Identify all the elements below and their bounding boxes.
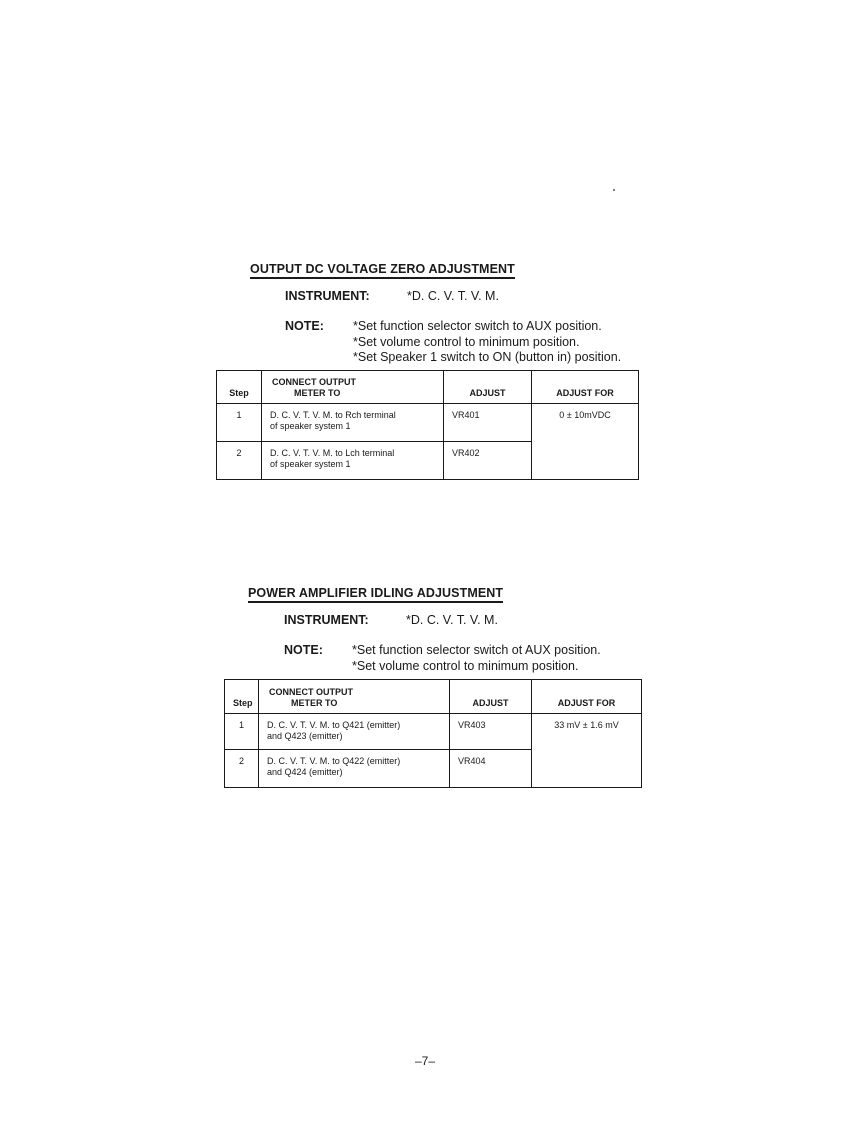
notes-block — [285, 319, 645, 367]
header-step: Step — [225, 680, 259, 714]
instrument-value: *D. C. V. T. V. M. — [407, 289, 499, 303]
header-adjust-for: ADJUST FOR — [532, 371, 639, 404]
header-connect-line1: CONNECT OUTPUT — [269, 687, 353, 697]
section-heading-dc-zero: OUTPUT DC VOLTAGE ZERO ADJUSTMENT — [250, 262, 515, 279]
note-line: *Set volume control to minimum position. — [353, 334, 580, 349]
note-line: *Set Speaker 1 switch to ON (button in) position. — [353, 350, 622, 364]
adjust-cell: VR402 — [444, 442, 532, 480]
header-connect — [262, 371, 444, 404]
connect-cell — [262, 442, 444, 480]
instrument-label: INSTRUMENT: — [284, 613, 369, 627]
header-connect-line2: METER TO — [291, 698, 338, 708]
instrument-line — [285, 289, 499, 303]
adjust-for-cell: 33 mV ± 1.6 mV — [532, 714, 642, 788]
note-label: NOTE: — [284, 643, 323, 657]
connect-line2: of speaker system 1 — [270, 459, 351, 469]
header-step: Step — [217, 371, 262, 404]
connect-line2: and Q424 (emitter) — [267, 767, 343, 777]
adjust-for-cell: 0 ± 10mVDC — [532, 404, 639, 480]
adjust-cell: VR403 — [450, 714, 532, 750]
instrument-value: *D. C. V. T. V. M. — [406, 613, 498, 627]
connect-line1: D. C. V. T. V. M. to Q421 (emitter) — [267, 720, 401, 730]
connect-line1: D. C. V. T. V. M. to Q422 (emitter) — [267, 756, 401, 766]
step-cell: 2 — [217, 442, 262, 480]
connect-line1: D. C. V. T. V. M. to Lch terminal — [270, 448, 395, 458]
note-line: *Set function selector switch ot AUX position. — [352, 643, 601, 657]
connect-cell — [259, 714, 450, 750]
adjust-cell: VR404 — [450, 750, 532, 788]
section-heading-idling: POWER AMPLIFIER IDLING ADJUSTMENT — [248, 586, 503, 603]
instrument-label: INSTRUMENT: — [285, 289, 370, 303]
adjust-cell: VR401 — [444, 404, 532, 442]
step-cell: 2 — [225, 750, 259, 788]
connect-line2: and Q423 (emitter) — [267, 731, 343, 741]
table-row — [217, 404, 639, 442]
instrument-line — [284, 613, 498, 627]
note-label: NOTE: — [285, 319, 324, 333]
notes-block — [284, 643, 644, 675]
connect-cell — [259, 750, 450, 788]
scan-speck — [613, 189, 615, 191]
step-cell: 1 — [217, 404, 262, 442]
adjustment-table-dc-zero — [216, 370, 639, 480]
page-number: –7– — [415, 1054, 436, 1068]
header-connect-line1: CONNECT OUTPUT — [272, 377, 356, 387]
note-line: *Set volume control to minimum position. — [352, 658, 579, 673]
header-connect — [259, 680, 450, 714]
adjustment-table-idling — [224, 679, 642, 788]
connect-line2: of speaker system 1 — [270, 421, 351, 431]
header-connect-line2: METER TO — [294, 388, 341, 398]
step-cell: 1 — [225, 714, 259, 750]
header-adjust: ADJUST — [450, 680, 532, 714]
header-adjust-for: ADJUST FOR — [532, 680, 642, 714]
connect-line1: D. C. V. T. V. M. to Rch terminal — [270, 410, 396, 420]
table-row — [225, 714, 642, 750]
header-adjust: ADJUST — [444, 371, 532, 404]
note-line: *Set function selector switch to AUX position. — [353, 319, 602, 333]
connect-cell — [262, 404, 444, 442]
